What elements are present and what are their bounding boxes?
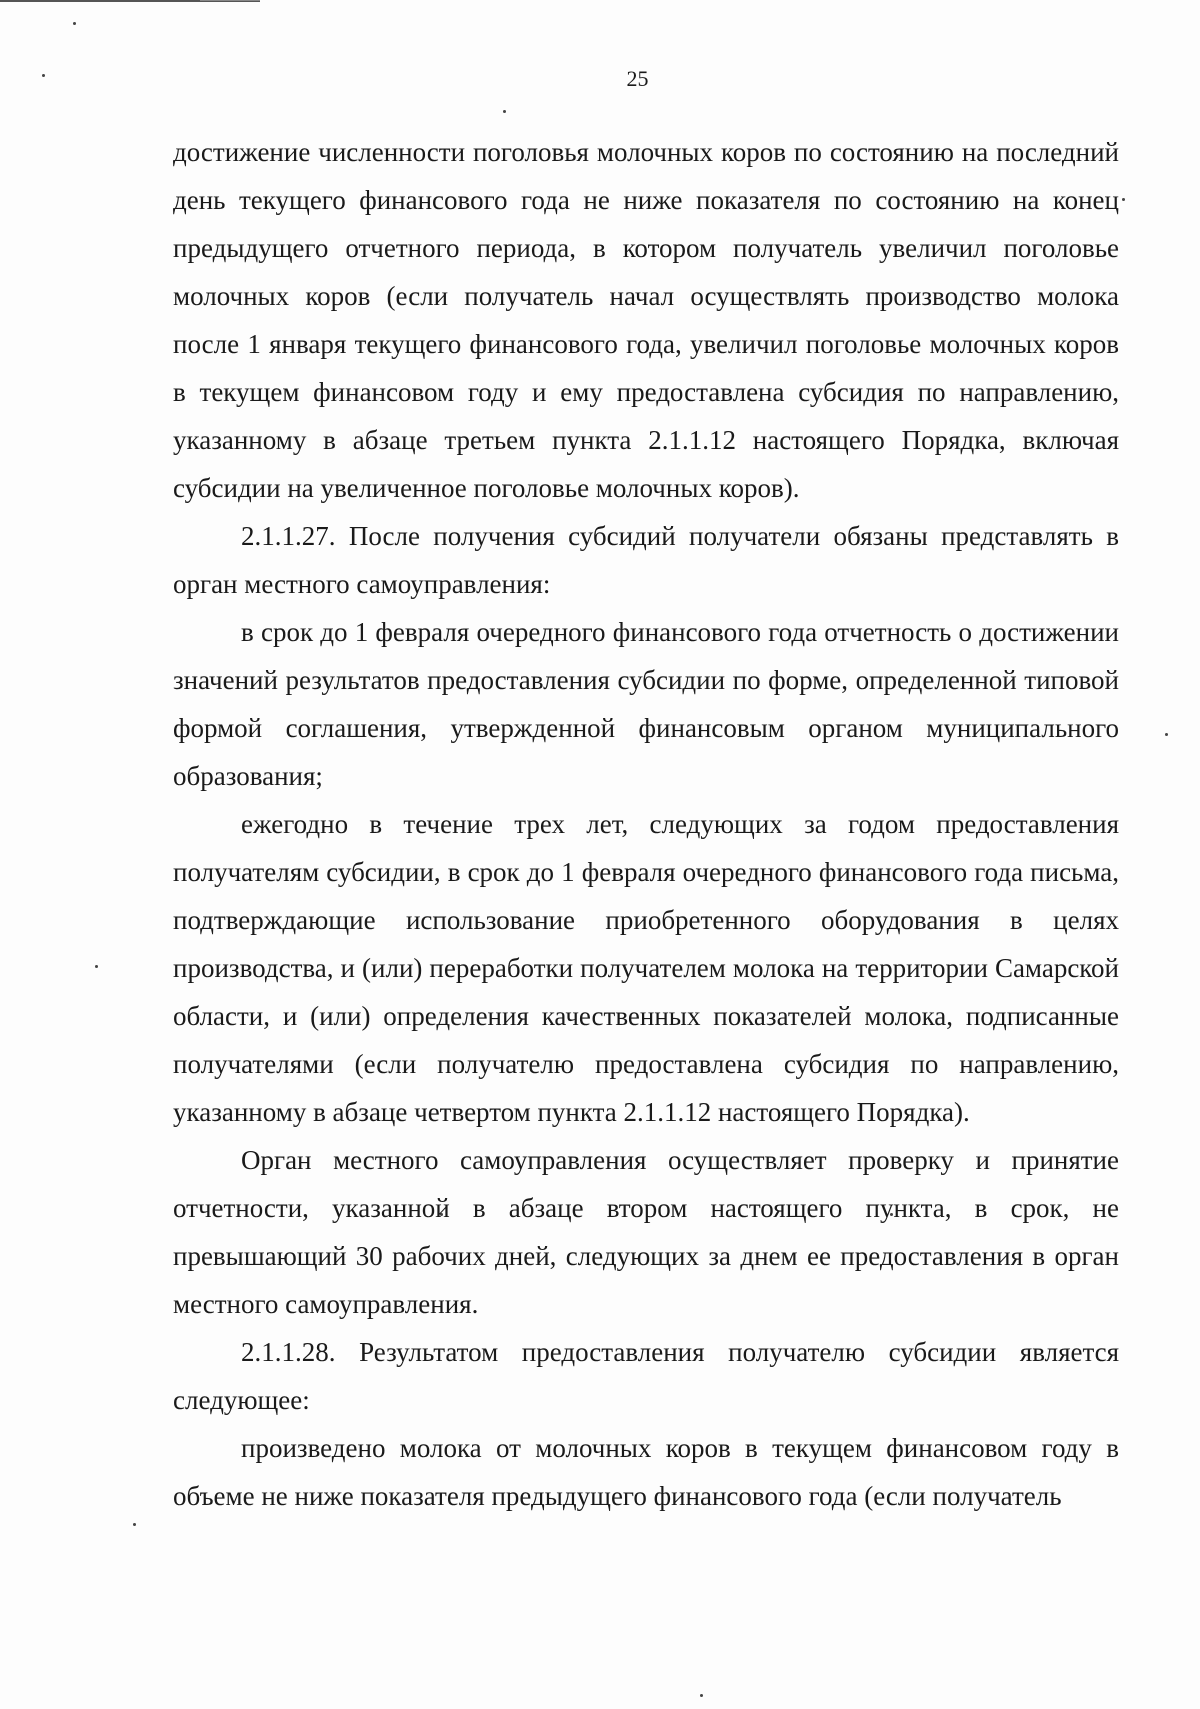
paragraph: достижение численности поголовья молочных коров по состоянию на последний день текущего финансового года не ниже показателя по состоянию на конец предыдущего отчетного периода, в котором получатель увеличил поголовье молочных коров (если получатель начал осуществлять производство молока после 1 января текущего финансового года, увеличил поголовье молочных коров в текущем финансовом году и ему предоставлена субсидия по направлению, указанному в абзаце третьем пункта 2.1.1.12 настоящего Порядка, включая субсидии на увеличенное поголовье молочных коров). (173, 137, 1119, 503)
paragraph: в срок до 1 февраля очередного финансового года отчетность о достижении значений результатов предоставления субсидии по форме, определенной типовой формой соглашения, утвержденной финансовым органом муниципального образования; (173, 617, 1119, 791)
document-body (173, 128, 1119, 1520)
page-number: 25 (626, 66, 649, 91)
paragraph: 2.1.1.27. После получения субсидий получатели обязаны представлять в орган местного самоуправления: (173, 521, 1119, 599)
scan-border-artifact (200, 0, 260, 1)
scan-speck (503, 110, 506, 113)
paragraph: ежегодно в течение трех лет, следующих за годом предоставления получателям субсидии, в срок до 1 февраля очередного финансового года письма, подтверждающие использование приобретенного оборудования в целях производства, и (или) переработки получателем молока на территории Самарской области, и (или) определения качественных показателей молока, подписанные получателями (если получателю предоставлена субсидия по направлению, указанному в абзаце четвертом пункта 2.1.1.12 настоящего Порядка). (173, 809, 1119, 1127)
scan-speck (1165, 733, 1168, 736)
scan-speck (95, 965, 98, 968)
paragraph: произведено молока от молочных коров в текущем финансовом году в объеме не ниже показателя предыдущего финансового года (если получатель (173, 1433, 1119, 1511)
scan-speck (700, 1694, 703, 1697)
scan-speck (73, 22, 76, 25)
paragraph: 2.1.1.28. Результатом предоставления получателю субсидии является следующее: (173, 1337, 1119, 1415)
scan-speck (133, 1523, 136, 1526)
scan-speck (1122, 198, 1125, 201)
paragraph: Орган местного самоуправления осуществляет проверку и принятие отчетности, указанной в абзаце втором настоящего пункта, в срок, не превышающий 30 рабочих дней, следующих за днем ее предоставления в орган местного самоуправления. (173, 1145, 1119, 1319)
